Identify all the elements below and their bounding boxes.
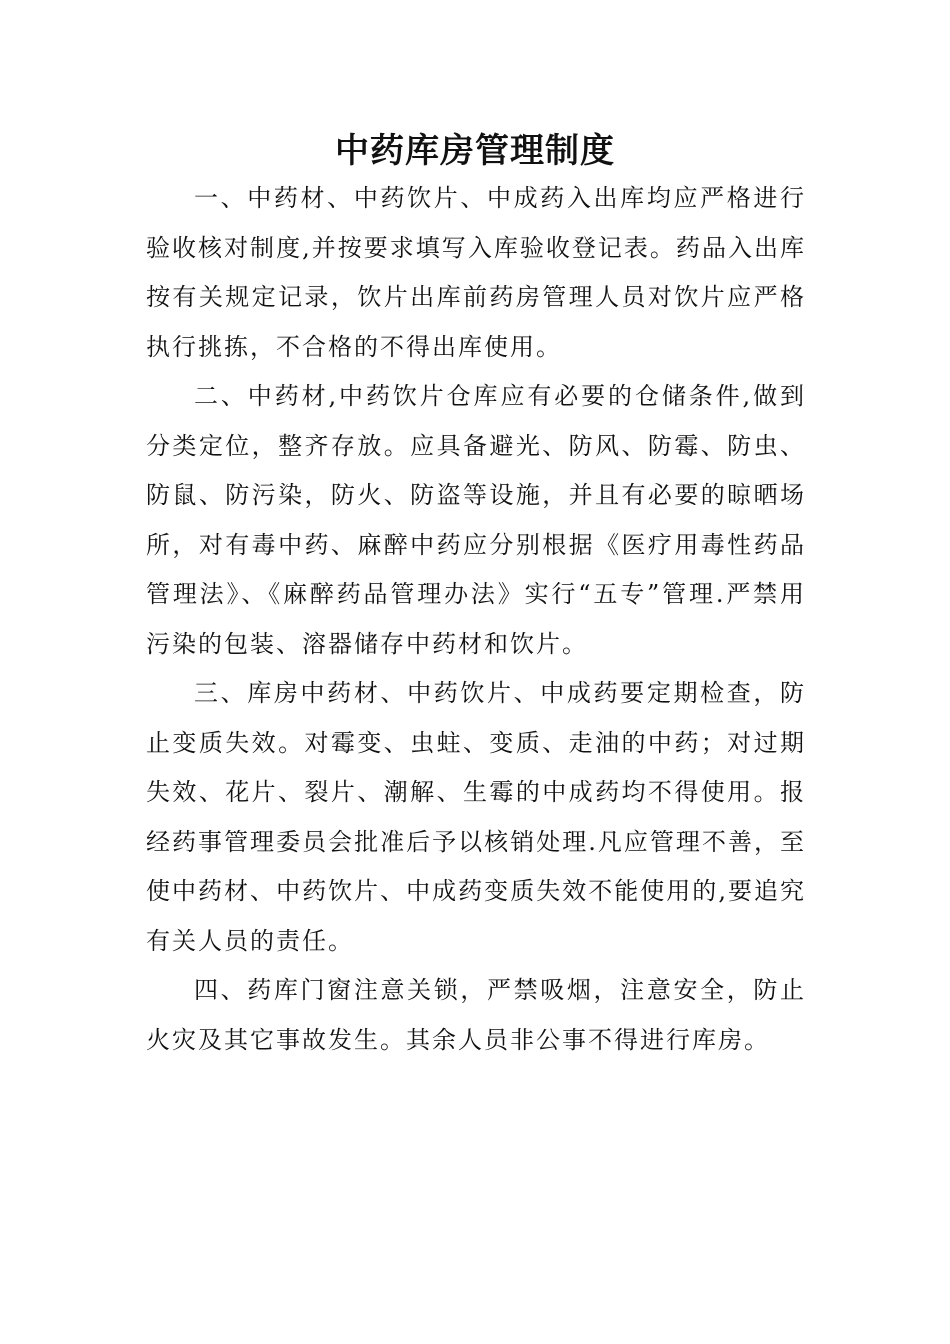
paragraph-3: 三、库房中药材、中药饮片、中成药要定期检查，防止变质失效。对霉变、虫蛀、变质、走油的中药；对过期失效、花片、裂片、潮解、生霉的中成药均不得使用。报经药事管理委员会批准后予以核销处理.凡应管理不善，至使中药材、中药饮片、中成药变质失效不能使用的,要追究有关人员的责任。 <box>146 679 806 955</box>
document-body <box>146 174 806 1065</box>
document-title: 中药库房管理制度 <box>335 131 615 171</box>
paragraph-1: 一、中药材、中药饮片、中成药入出库均应严格进行验收核对制度,并按要求填写入库验收登记表。药品入出库按有关规定记录，饮片出库前药房管理人员对饮片应严格执行挑拣，不合格的不得出库使用。 <box>146 184 806 361</box>
paragraph-4: 四、药库门窗注意关锁，严禁吸烟，注意安全，防止火灾及其它事故发生。其余人员非公事不得进行库房。 <box>146 976 806 1054</box>
paragraph-2: 二、中药材,中药饮片仓库应有必要的仓储条件,做到分类定位，整齐存放。应具备避光、防风、防霉、防虫、防鼠、防污染，防火、防盗等设施，并且有必要的晾晒场所，对有毒中药、麻醉中药应分别根据《医疗用毒性药品管理法》、《麻醉药品管理办法》实行“五专”管理.严禁用污染的包装、溶器储存中药材和饮片。 <box>146 382 806 658</box>
